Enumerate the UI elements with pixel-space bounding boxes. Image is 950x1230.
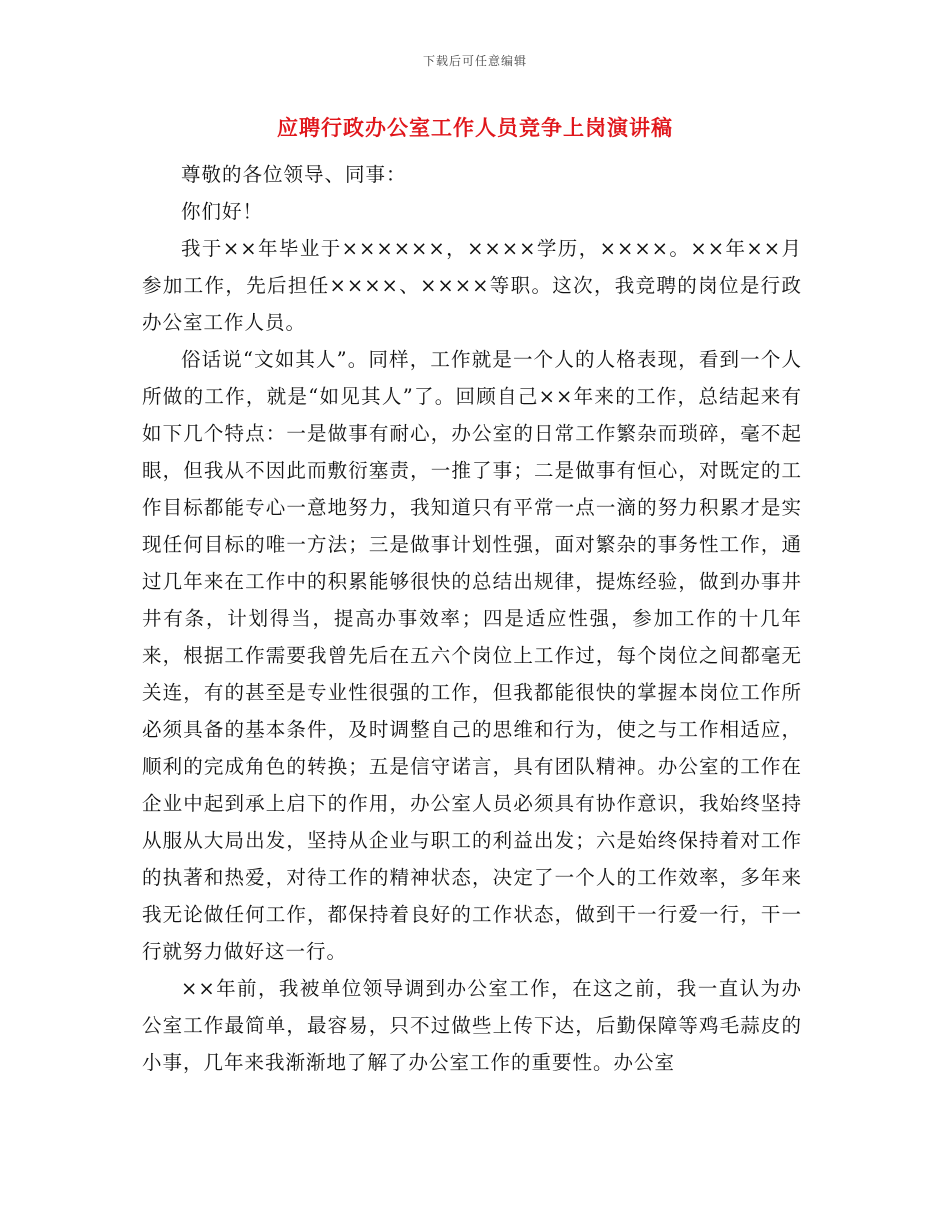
paragraph-work-characteristics: 俗话说“文如其人”。同样，工作就是一个人的人格表现，看到一个人所做的工作，就是“如见其人”了。回顾自己××年来的工作，总结起来有如下几个特点：一是做事有耐心，办公室的日常工作繁杂而琐碎，毫不起眼，但我从不因此而敷衍塞责，一推了事；二是做事有恒心，对既定的工作目标都能专心一意地努力，我知道只有平常一点一滴的努力积累才是实现任何目标的唯一方法；三是做事计划性强，面对繁杂的事务性工作，通过几年来在工作中的积累能够很快的总结出规律，提炼经验，做到办事井井有条，计划得当，提高办事效率；四是适应性强，参加工作的十几年来，根据工作需要我曾先后在五六个岗位上工作过，每个岗位之间都毫无关连，有的甚至是专业性很强的工作，但我都能很快的掌握本岗位工作所必须具备的基本条件，及时调整自己的思维和行为，使之与工作相适应，顺利的完成角色的转换；五是信守诺言，具有团队精神。办公室的工作在企业中起到承上启下的作用，办公室人员必须具有协作意识，我始终坚持从服从大局出发，坚持从企业与职工的利益出发；六是始终保持着对工作的执著和热爱，对待工作的精神状态，决定了一个人的工作效率，多年来我无论做任何工作，都保持着良好的工作状态，做到干一行爱一行，干一行就努力做好这一行。 — [142, 348, 802, 963]
header-note: 下载后可任意编辑 — [422, 54, 527, 68]
document-title: 应聘行政办公室工作人员竞争上岗演讲稿 — [277, 115, 673, 140]
salutation: 尊敬的各位领导、同事： — [181, 163, 407, 186]
paragraph-introduction: 我于××年毕业于××××××，××××学历，××××。××年××月参加工作，先后担任××××、××××等职。这次，我竞聘的岗位是行政办公室工作人员。 — [142, 237, 802, 334]
paragraph-office-experience: ××年前，我被单位领导调到办公室工作，在这之前，我一直认为办公室工作最简单，最容易，只不过做些上传下达，后勤保障等鸡毛蒜皮的小事，几年来我渐渐地了解了办公室工作的重要性。办公室 — [142, 977, 802, 1074]
document-body — [142, 156, 802, 1081]
greeting: 你们好！ — [181, 200, 264, 223]
